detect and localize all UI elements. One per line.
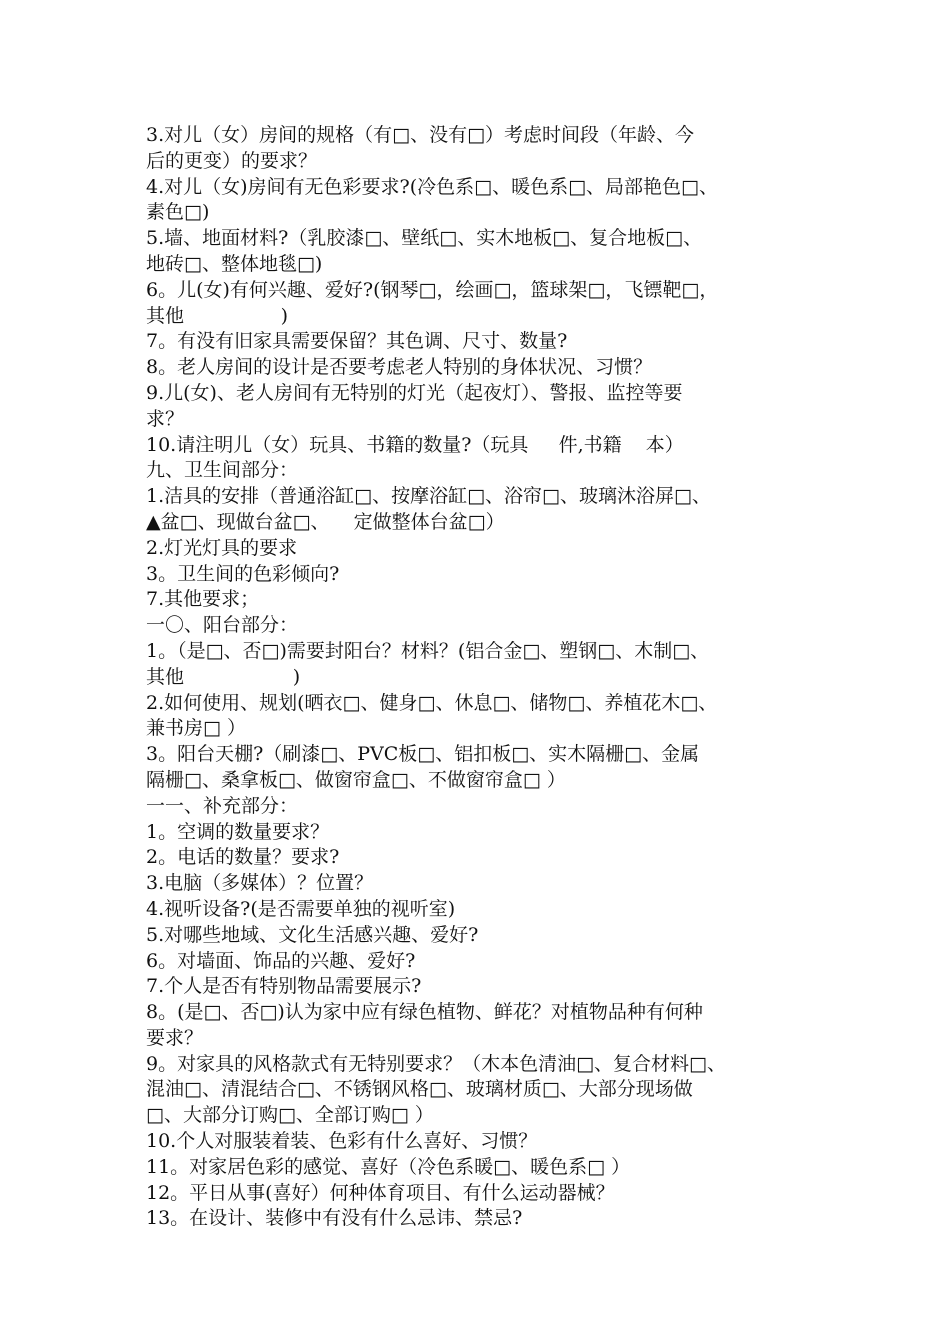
text-line: 3.电脑（多媒体）？位置？ bbox=[146, 872, 374, 895]
text-line: 9。对家具的风格款式有无特别要求？（木本色清油□、复合材料□、 bbox=[146, 1052, 726, 1075]
text-line: 4.对儿（女)房间有无色彩要求?(冷色系□、暖色系□、局部艳色□、 bbox=[146, 175, 718, 198]
text-line: 2。电话的数量？要求? bbox=[146, 846, 340, 869]
text-line: 3。阳台天棚?（刷漆□、PVC板□、铝扣板□、实木隔栅□、金属 bbox=[146, 743, 700, 766]
text-line: 2.灯光灯具的要求 bbox=[146, 536, 298, 559]
text-line: 5.墙、地面材料?（乳胶漆□、壁纸□、实木地板□、复合地板□、 bbox=[146, 227, 703, 250]
text-line: 7.其他要求； bbox=[146, 588, 260, 611]
text-line: 3。卫生间的色彩倾向? bbox=[146, 562, 340, 585]
text-line: 一一、补充部分： bbox=[146, 794, 299, 817]
text-line: 6。对墙面、饰品的兴趣、爱好? bbox=[146, 949, 416, 972]
text-line: 1.洁具的安排（普通浴缸□、按摩浴缸□、浴帘□、玻璃沐浴屏□、 bbox=[146, 485, 711, 508]
text-line: 其他 ) bbox=[146, 665, 301, 688]
text-line: 1。空调的数量要求？ bbox=[146, 820, 330, 843]
text-line: 其他 ) bbox=[146, 304, 289, 327]
text-line: □、大部分订购□、全部订购□ ） bbox=[146, 1104, 434, 1127]
text-line: 10.个人对服装着装、色彩有什么喜好、习惯？ bbox=[146, 1130, 538, 1153]
text-line: 地砖□、整体地毯□) bbox=[146, 252, 323, 275]
text-line: 混油□、清混结合□、不锈钢风格□、玻璃材质□、大部分现场做 bbox=[146, 1078, 693, 1101]
text-line: 兼书房□ ） bbox=[146, 717, 246, 740]
text-line: 13。在设计、装修中有没有什么忌讳、禁忌? bbox=[146, 1207, 523, 1230]
text-line: 九、卫生间部分： bbox=[146, 459, 299, 482]
text-line: 6。儿(女)有何兴趣、爱好?(钢琴□，绘画□，篮球架□，飞镖靶□， bbox=[146, 278, 719, 301]
questionnaire-text bbox=[146, 123, 826, 1232]
text-line: 11。对家居色彩的感觉、喜好（冷色系暖□、暖色系□ ） bbox=[146, 1155, 631, 1178]
text-line: 隔栅□、桑拿板□、做窗帘盒□、不做窗帘盒□ ） bbox=[146, 768, 566, 791]
text-line: 8。(是□、否□)认为家中应有绿色植物、鲜花？对植物品种有何种 bbox=[146, 1001, 703, 1024]
text-line: 8。老人房间的设计是否要考虑老人特别的身体状况、习惯？ bbox=[146, 356, 653, 379]
text-line: 素色□) bbox=[146, 201, 210, 224]
text-line: 一〇、阳台部分： bbox=[146, 614, 299, 637]
text-line: 求？ bbox=[146, 407, 185, 430]
text-line: 4.视听设备?(是否需要单独的视听室) bbox=[146, 897, 456, 920]
text-line: 12。平日从事(喜好）何种体育项目、有什么运动器械？ bbox=[146, 1181, 615, 1204]
text-line: 9.儿(女)、老人房间有无特别的灯光（起夜灯）、警报、监控等要 bbox=[146, 381, 683, 404]
text-line: 7。有没有旧家具需要保留？其色调、尺寸、数量? bbox=[146, 330, 568, 353]
text-line: 要求？ bbox=[146, 1026, 204, 1049]
text-line: 7.个人是否有特别物品需要展示? bbox=[146, 975, 422, 998]
text-line: 1。（是□、否□)需要封阳台？材料？(铝合金□、塑钢□、木制□、 bbox=[146, 639, 710, 662]
text-line: ▲盆□、现做台盆□、 定做整体台盆□） bbox=[146, 510, 505, 533]
text-line: 5.对哪些地域、文化生活感兴趣、爱好? bbox=[146, 923, 479, 946]
text-line: 3.对儿（女）房间的规格（有□、没有□）考虑时间段（年龄、今 bbox=[146, 124, 695, 146]
text-line: 2.如何使用、规划(晒衣□、健身□、休息□、储物□、养植花木□、 bbox=[146, 691, 718, 714]
text-line: 10.请注明儿（女）玩具、书籍的数量?（玩具 件,书籍 本） bbox=[146, 433, 684, 456]
text-line: 后的更变）的要求？ bbox=[146, 149, 318, 172]
